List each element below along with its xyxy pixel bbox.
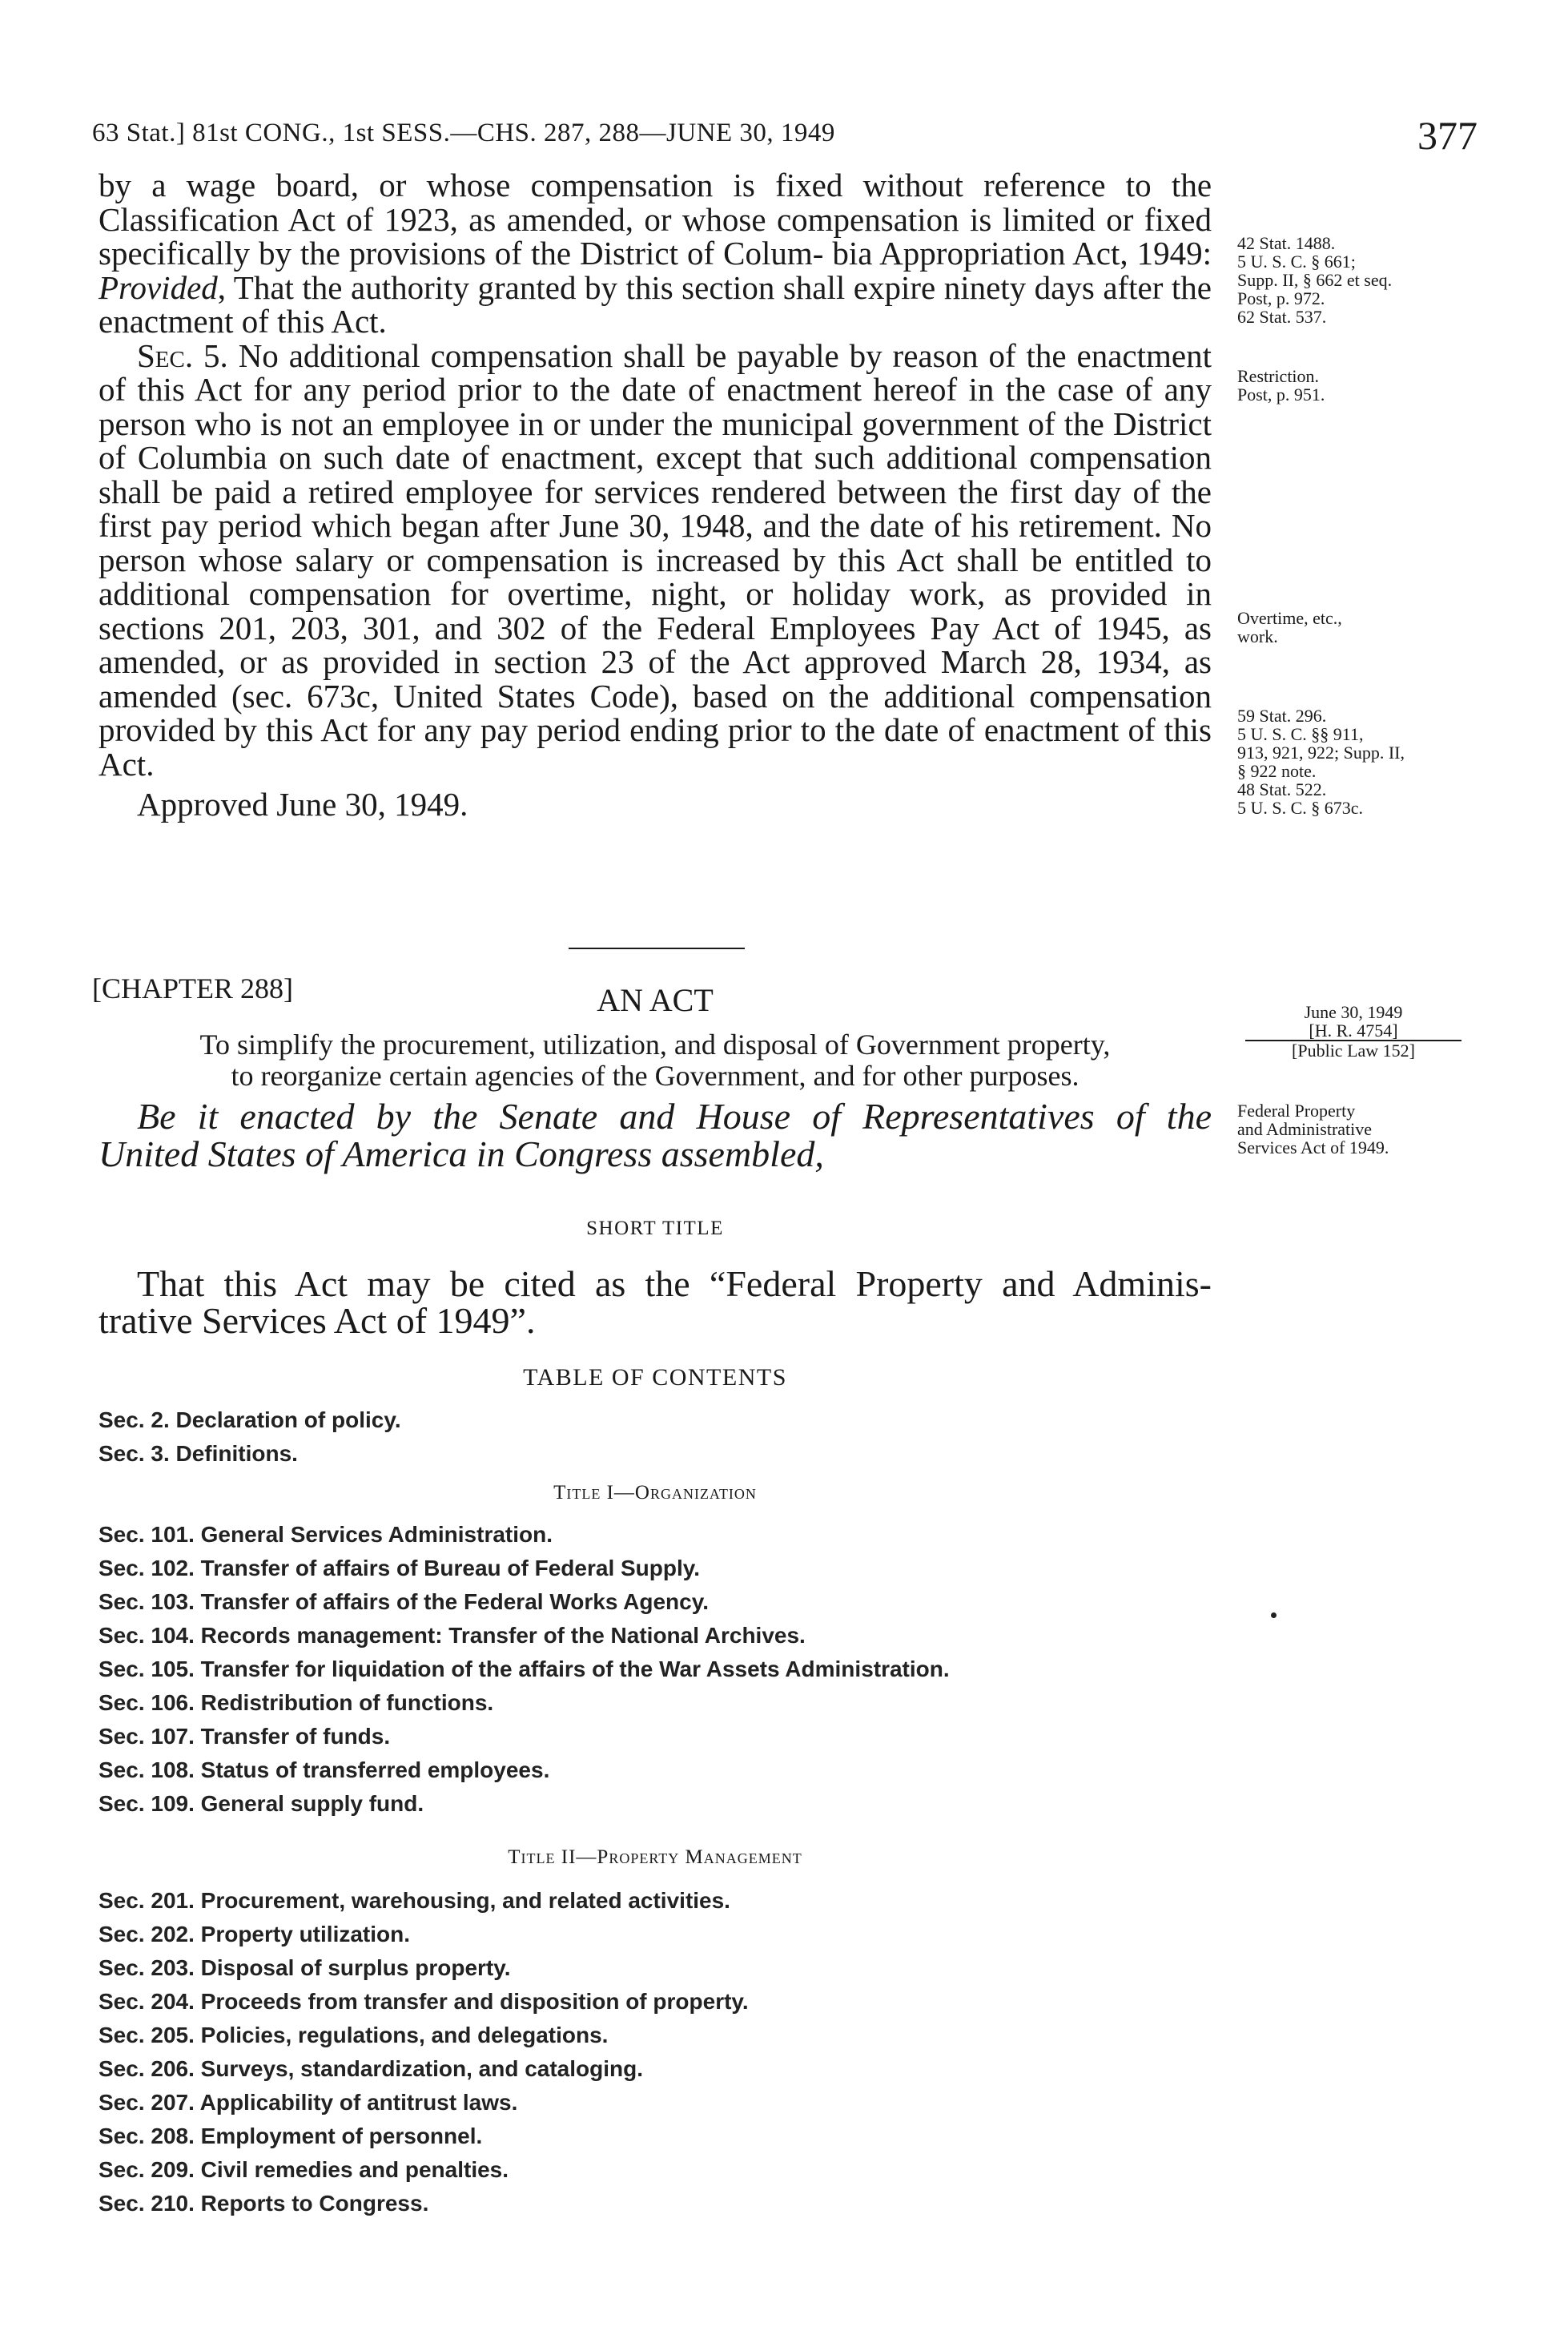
- page-number: 377: [1417, 113, 1478, 158]
- approval-line: Approved June 30, 1949.: [137, 786, 468, 823]
- text-line: , That the authority granted: [217, 268, 577, 306]
- toc-row: Sec. 108. Status of transferred employees.: [99, 1757, 550, 1782]
- toc-row: Sec. 205. Policies, regulations, and delegations.: [99, 2023, 609, 2047]
- toc-row: Sec. 102. Transfer of affairs of Bureau of Federal Supply.: [99, 1556, 701, 1580]
- toc-row: Sec. 207. Applicability of antitrust laws.: [99, 2090, 518, 2115]
- toc-heading: TABLE OF CONTENTS: [523, 1364, 787, 1391]
- section-5-paragraph: [99, 336, 1212, 783]
- toc-row: Sec. 208. Employment of personnel.: [99, 2124, 483, 2148]
- chapter-label: [CHAPTER 288]: [92, 972, 293, 1004]
- text-line: by a wage board, or whose compensation is fixed without reference to: [99, 167, 1152, 203]
- toc-general: [99, 1403, 1284, 1471]
- toc-title-2: [99, 1884, 1284, 2220]
- toc-row: Sec. 201. Procurement, warehousing, and related activities.: [99, 1888, 730, 1913]
- act-title: AN ACT: [597, 982, 714, 1018]
- text-line: the Classification Act of 1923, as amended, or whose compensation is: [99, 167, 1212, 238]
- margin-note-citations-1: 42 Stat. 1488. 5 U. S. C. § 661; Supp. II, § 662 et seq. Post, p. 972. 62 Stat. 537.: [1237, 233, 1393, 327]
- margin-note-restriction: Restriction. Post, p. 951.: [1237, 366, 1325, 405]
- short-title-text: That this Act may be cited as the “Federal Property and Adminis- trative Services Act of 1949”.: [99, 1263, 1212, 1341]
- act-purpose: To simplify the procurement, utilization, and disposal of Government property, to reorganize certain agencies of the Government, and for other purposes.: [199, 1029, 1111, 1092]
- toc-row: Sec. 107. Transfer of funds.: [99, 1724, 391, 1749]
- text-line: limited or fixed specifically by the provisions of the District of Colum-: [99, 200, 1212, 272]
- toc-row: Sec. 106. Redistribution of functions.: [99, 1690, 494, 1715]
- toc-row: Sec. 209. Civil remedies and penalties.: [99, 2157, 509, 2182]
- toc-title-1: [99, 1518, 1284, 1821]
- toc-row: Sec. 3. Definitions.: [99, 1441, 298, 1466]
- toc-row: Sec. 105. Transfer for liquidation of the affairs of the War Assets Administration.: [99, 1657, 950, 1681]
- enacting-clause: Be it enacted by the Senate and House of Representatives of the United States of America in Congress assembled,: [99, 1096, 1212, 1174]
- toc-row: Sec. 101. General Services Administration.: [99, 1522, 553, 1547]
- margin-note-overtime: Overtime, etc., work.: [1237, 608, 1342, 646]
- margin-note-act-name: Federal Property and Administrative Services Act of 1949.: [1237, 1101, 1389, 1157]
- proviso-italic: Provided: [99, 268, 218, 306]
- section-divider: [569, 948, 745, 949]
- toc-row: Sec. 103. Transfer of affairs of the Federal Works Agency.: [99, 1589, 709, 1614]
- toc-row: Sec. 210. Reports to Congress.: [99, 2191, 429, 2216]
- toc-row: Sec. 104. Records management: Transfer of the National Archives.: [99, 1623, 806, 1648]
- paragraph-continuation: [99, 168, 1212, 339]
- section-text: No additional compensation shall be payable by reason of the enactment of this Act for any period prior to the date of enactment hereof in the case of any person who is not an employee in or under the municipal government of the District of Columbia on such date of enactment, except that such additional compensation shall be paid a retired employee for services rendered between the first day of the first pay period which began after June 30, 1948, and the date of his retirement. No person whose salary or compensation is increased by this Act shall be entitled to additional compensation for overtime, night, or holiday work, as provided in sections 201, 203, 301, and 302 of the Federal Employees Pay Act of 1945, as amended, or as provided in section 23 of the Act approved March 28, 1934, as amended (sec. 673c, United States Code), based on the additional compensation provided by this Act for any pay period ending prior to the date of enactment of this Act.: [99, 336, 1212, 783]
- margin-note-bill-info: June 30, 1949 [H. R. 4754] [Public Law 152]: [1245, 1003, 1461, 1060]
- toc-row: Sec. 204. Proceeds from transfer and disposition of property.: [99, 1989, 749, 2014]
- body-text: [99, 168, 1212, 822]
- short-title-heading: SHORT TITLE: [586, 1218, 724, 1239]
- text-line: bia Appropriation Act, 1949:: [832, 235, 1212, 272]
- toc-row: Sec. 2. Declaration of policy.: [99, 1407, 401, 1432]
- section-label: Sec. 5.: [137, 336, 228, 374]
- margin-note-citations-2: 59 Stat. 296. 5 U. S. C. §§ 911, 913, 921, 922; Supp. II, § 922 note. 48 Stat. 522. 5 U. S. C. § 673c.: [1237, 706, 1405, 818]
- toc-title-1-heading: Title I—Organization: [553, 1482, 757, 1504]
- toc-title-2-heading: Title II—Property Management: [508, 1846, 802, 1868]
- print-speck: [1271, 1612, 1277, 1618]
- running-head: 63 Stat.] 81st CONG., 1st SESS.—CHS. 287, 288—JUNE 30, 1949: [92, 119, 835, 147]
- toc-row: Sec. 206. Surveys, standardization, and cataloging.: [99, 2056, 643, 2081]
- toc-row: Sec. 203. Disposal of surplus property.: [99, 1955, 511, 1980]
- toc-row: Sec. 109. General supply fund.: [99, 1791, 424, 1816]
- text-line: by this section shall expire ninety days after the enactment of this Act.: [99, 268, 1212, 340]
- toc-row: Sec. 202. Property utilization.: [99, 1922, 411, 1946]
